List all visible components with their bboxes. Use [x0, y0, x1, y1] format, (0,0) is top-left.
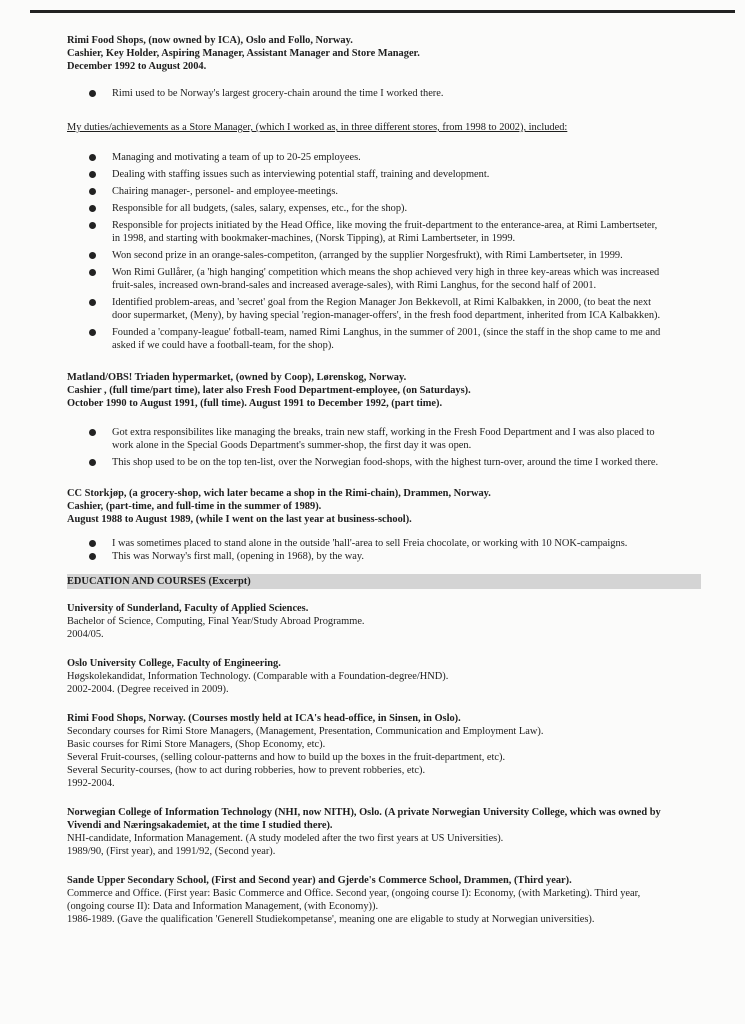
bullet-icon: [89, 329, 96, 336]
list-item: Won Rimi Gullårer, (a 'high hanging' competition which means the shop achieved very high in three key-areas which was increased fruit-sales, increased own-brand-sales and increased average-sales), with Rimi Langhus, for the second half of 2001.: [67, 266, 697, 292]
job-dates-line: August 1988 to August 1989, (while I went on the last year at business-school).: [67, 514, 412, 525]
bullet-icon: [89, 429, 96, 436]
job-title-line: CC Storkjøp, (a grocery-shop, wich later became a shop in the Rimi-chain), Drammen, Norway.: [67, 488, 491, 499]
job-rimi-intro-list: [67, 87, 697, 100]
bullet-icon: [89, 540, 96, 547]
edu-entry-sunderland: University of Sunderland, Faculty of Applied Sciences. Bachelor of Science, Computing, Final Year/Study Abroad Programme. 2004/05.: [67, 602, 697, 641]
bullet-icon: [89, 553, 96, 560]
job-matland-head: [67, 371, 697, 410]
list-item: I was sometimes placed to stand alone in the outside 'hall'-area to sell Freia chocolate, or working with 10 NOK-campaigns.: [67, 537, 697, 550]
top-rule: [30, 10, 735, 13]
list-item: Rimi used to be Norway's largest grocery-chain around the time I worked there.: [67, 87, 697, 100]
job-ccstorkjop-list: [67, 537, 697, 563]
list-item: This shop used to be on the top ten-list, over the Norwegian food-shops, with the highest turn-over, around the time I worked there.: [67, 456, 697, 469]
bullet-icon: [89, 269, 96, 276]
list-item: Identified problem-areas, and 'secret' goal from the Region Manager Jon Bekkevoll, at Rimi Kalbakken, in 2000, (to beat the next door supermarket, (Meny), by having special 'region-manager-offers', in the fresh food department, inherited from ICA Kalbakken).: [67, 296, 697, 322]
bullet-icon: [89, 252, 96, 259]
list-item: Chairing manager-, personel- and employee-meetings.: [67, 185, 697, 198]
bullet-icon: [89, 154, 96, 161]
job-title-line: Matland/OBS! Triaden hypermarket, (owned by Coop), Lørenskog, Norway.: [67, 372, 407, 383]
edu-entry-nhi: Norwegian College of Information Technology (NHI, now NITH), Oslo. (A private Norwegian University College, which was owned by Vivendi and Næringsakademiet, at the time I studied there). NHI-candidate, Information Management. (A study modeled after the two first years at US Universities). 1989/90, (First year), and 1991/92, (Second year).: [67, 806, 697, 858]
bullet-icon: [89, 459, 96, 466]
education-heading: EDUCATION AND COURSES (Excerpt): [67, 574, 701, 589]
job-role-line: Cashier, Key Holder, Aspiring Manager, Assistant Manager and Store Manager.: [67, 48, 420, 59]
bullet-icon: [89, 188, 96, 195]
edu-entry-rimi: Rimi Food Shops, Norway. (Courses mostly held at ICA's head-office, in Sinsen, in Oslo). Secondary courses for Rimi Store Managers, (Management, Presentation, Communication and Employment Law). Basic courses for Rimi Store Managers, (Shop Economy, etc). Several Fruit-courses, (selling colour-patterns and how to build up the boxes in the fruit-department, etc). Several Security-courses, (how to act during robberies, how to prevent robberies, etc). 1992-2004.: [67, 712, 697, 790]
job-dates-line: October 1990 to August 1991, (full time). August 1991 to December 1992, (part time).: [67, 398, 443, 409]
bullet-icon: [89, 222, 96, 229]
job-dates-line: December 1992 to August 2004.: [67, 61, 207, 72]
edu-title-cont: Vivendi and Næringsakademiet, at the time I studied there).: [67, 820, 333, 831]
job-rimi-duties-list: [67, 151, 697, 352]
job-rimi-head: [67, 34, 697, 73]
edu-title: Sande Upper Secondary School, (First and Second year) and Gjerde's Commerce School, Drammen, (Third year).: [67, 875, 572, 886]
list-item: Won second prize in an orange-sales-competiton, (arranged by the supplier Norgesfrukt), with Rimi Lambertseter, in 1999.: [67, 249, 697, 262]
list-item: Got extra responsibilites like managing the breaks, train new staff, working in the Fresh Food Department and I was also placed to work alone in the Special Goods Department's summer-shop, the first day it was open.: [67, 426, 697, 452]
list-item: This was Norway's first mall, (opening in 1968), by the way.: [67, 550, 697, 563]
job-role-line: Cashier , (full time/part time), later also Fresh Food Department-employee, (on Saturdays).: [67, 385, 471, 396]
edu-entry-sande: Sande Upper Secondary School, (First and Second year) and Gjerde's Commerce School, Drammen, (Third year). Commerce and Office. (First year: Basic Commerce and Office. Second year, (ongoing course I): Economy, (with Marketing). Third year, (ongoing course II): Data and Information Management, (with Economy)). 1986-1989. (Gave the qualification 'Generell Studiekompetanse', meaning one are eligable to study at Norwegian universities).: [67, 874, 697, 926]
job-title-line: Rimi Food Shops, (now owned by ICA), Oslo and Follo, Norway.: [67, 35, 353, 46]
edu-title: Rimi Food Shops, Norway. (Courses mostly held at ICA's head-office, in Sinsen, in Oslo).: [67, 713, 461, 724]
edu-title: Norwegian College of Information Technology (NHI, now NITH), Oslo. (A private Norwegian University College, which was owned by: [67, 807, 661, 818]
job-role-line: Cashier, (part-time, and full-time in the summer of 1989).: [67, 501, 322, 512]
job-ccstorkjop-head: [67, 487, 697, 526]
list-item: Managing and motivating a team of up to 20-25 employees.: [67, 151, 697, 164]
list-item: Founded a 'company-league' fotball-team, named Rimi Langhus, in the summer of 2001, (since the staff in the shop came to me and asked if we could have a football-team, for the shop).: [67, 326, 697, 352]
job-matland-list: [67, 426, 697, 469]
edu-title: University of Sunderland, Faculty of Applied Sciences.: [67, 603, 309, 614]
edu-title: Oslo University College, Faculty of Engineering.: [67, 658, 281, 669]
list-item: Responsible for projects initiated by the Head Office, like moving the fruit-department to the enterance-area, at Rimi Lambertseter, in 1998, and starting with bookmaker-machines, (Norsk Tipping), at Rimi Lambertseter, in 1999.: [67, 219, 697, 245]
bullet-icon: [89, 171, 96, 178]
edu-entry-oslo: Oslo University College, Faculty of Engineering. Høgskolekandidat, Information Technology. (Comparable with a Foundation-degree/HND). 2002-2004. (Degree received in 2009).: [67, 657, 697, 696]
bullet-icon: [89, 299, 96, 306]
bullet-icon: [89, 90, 96, 97]
bullet-icon: [89, 205, 96, 212]
list-item: Dealing with staffing issues such as interviewing potential staff, training and development.: [67, 168, 697, 181]
list-item: Responsible for all budgets, (sales, salary, expenses, etc., for the shop).: [67, 202, 697, 215]
duties-heading: My duties/achievements as a Store Manager, (which I worked as, in three different stores, from 1998 to 2002), included:: [67, 122, 568, 133]
resume-page: [67, 28, 697, 926]
